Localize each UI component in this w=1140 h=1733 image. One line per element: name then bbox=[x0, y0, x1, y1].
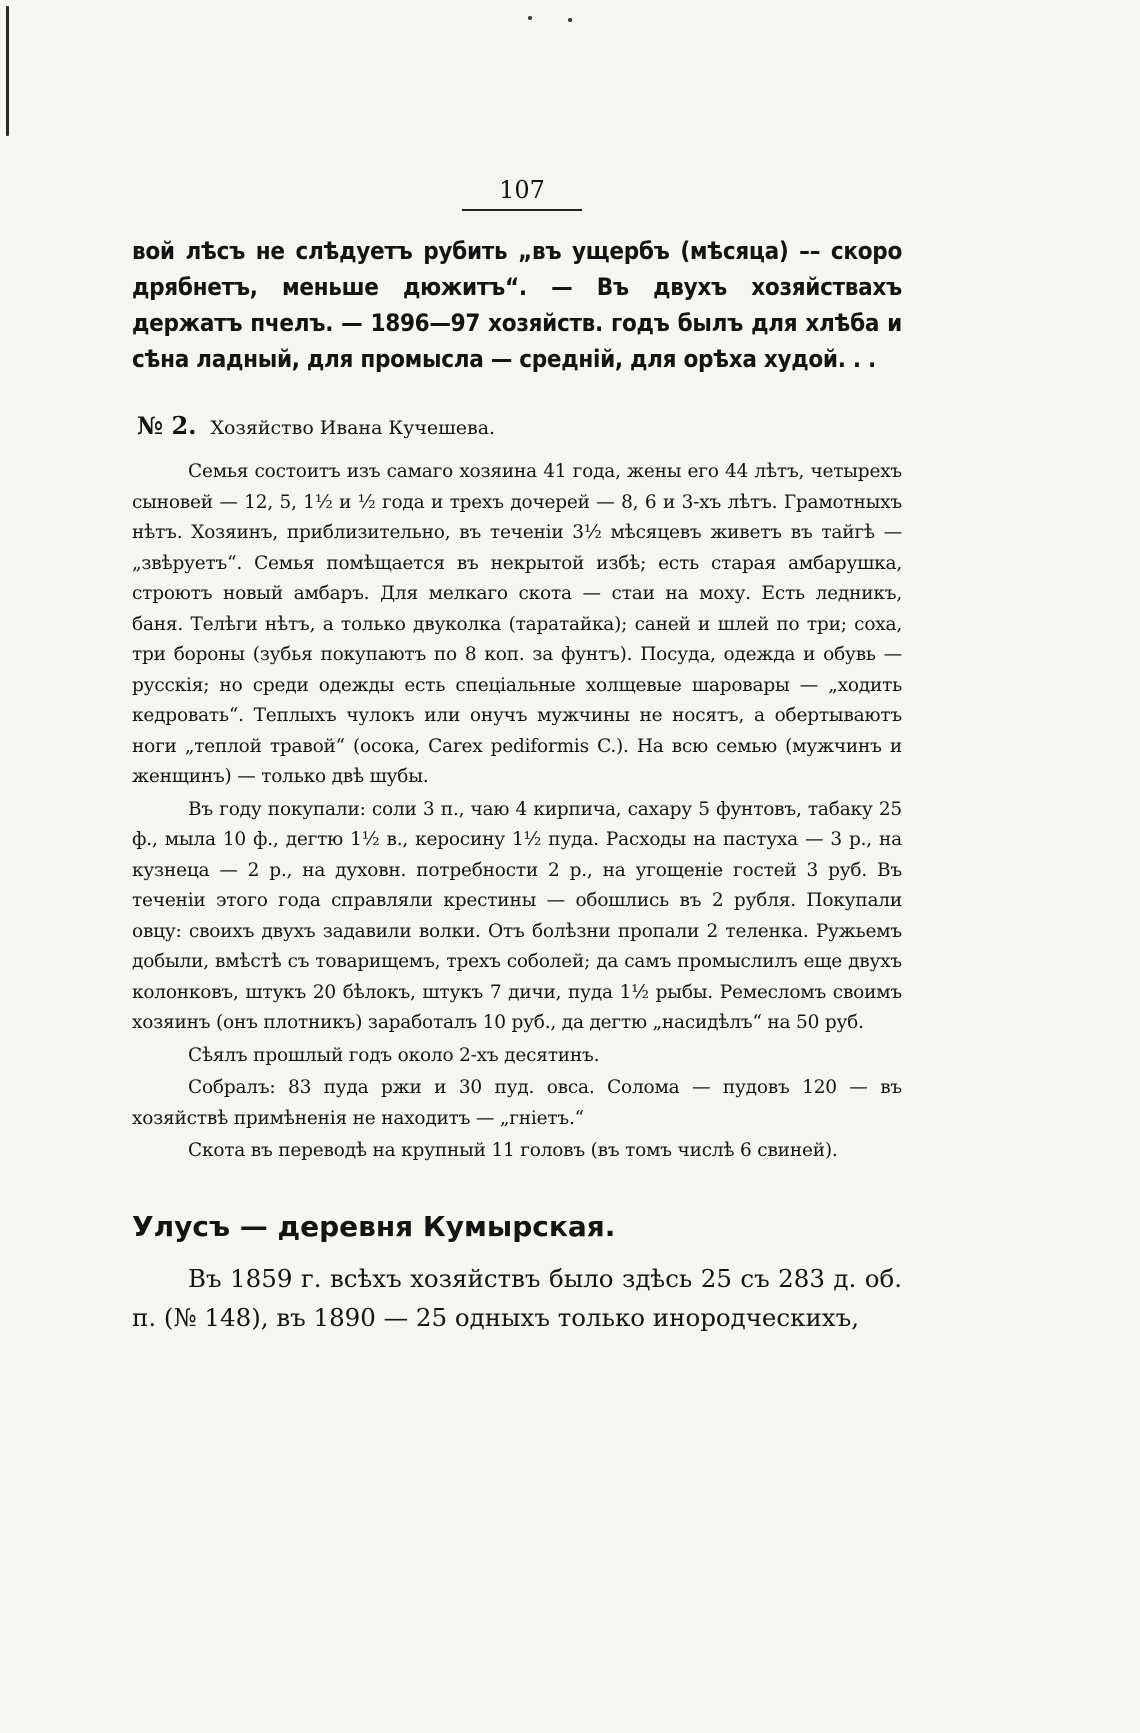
book-page bbox=[132, 175, 902, 1337]
paragraph-livestock: Скота въ переводѣ на крупный 11 головъ (въ томъ числѣ 6 свиней). bbox=[188, 1140, 838, 1161]
scan-edge-mark bbox=[6, 6, 9, 136]
entry-number: № 2. bbox=[137, 411, 197, 440]
entry-heading bbox=[132, 413, 902, 441]
top-paragraph: вой лѣсъ не слѣдуетъ рубить „въ ущербъ (мѣсяца) –– скоро дрябнетъ, меньше дюжитъ“. — Въ двухъ хозяйствахъ держатъ пчелъ. — 1896—97 хозяйств. годъ былъ для хлѣба и сѣна ладный, для промысла — средній, для орѣха худой. . . bbox=[132, 237, 902, 373]
paragraph-purchases: Въ году покупали: соли 3 п., чаю 4 кирпича, сахару 5 фунтовъ, табаку 25 ф., мыла 10 ф., дегтю 1½ в., керосину 1½ пуда. Расходы на пастуха — 3 р., на кузнеца — 2 р., на духовн. потребности 2 р., на угощеніе гостей 3 руб. Въ теченіи этого года справляли крестины — обошлись въ 2 рубля. Покупали овцу: своихъ двухъ задавили волки. Отъ болѣзни пропали 2 теленка. Ружьемъ добыли, вмѣстѣ съ товарищемъ, трехъ соболей; да самъ промыслилъ еще двухъ колонковъ, штукъ 20 бѣлокъ, штукъ 7 дичи, пуда 1½ рыбы. Ремесломъ своимъ хозяинъ (онъ плотникъ) заработалъ 10 руб., да дегтю „насидѣлъ“ на 50 руб. bbox=[132, 798, 902, 1033]
paragraph-family: Семья состоитъ изъ самаго хозяина 41 года, жены его 44 лѣтъ, четырехъ сыновей — 12, 5, 1½ и ½ года и трехъ дочерей — 8, 6 и 3-хъ лѣтъ. Грамотныхъ нѣтъ. Хозяинъ, приблизительно, въ теченіи 3½ мѣсяцевъ живетъ въ тайгѣ — „звѣруетъ“. Семья помѣщается въ некрытой избѣ; есть старая амбарушка, строютъ новый амбаръ. Для мелкаго скота — стаи на моху. Есть ледникъ, баня. Телѣги нѣтъ, а только двуколка (таратайка); саней и шлей по три; соха, три бороны (зубья покупаютъ по 8 коп. за фунтъ). Посуда, одежда и обувь — русскія; но среди одежды есть спеціальные холщевые шаровары — „ходить кедровать“. Теплыхъ чулокъ или онучъ мужчины не носятъ, а обертываютъ ноги „теплой травой“ (осока, Carex pediformis C.). На всю семью (мужчинъ и женщинъ) — только двѣ шубы. bbox=[132, 461, 902, 787]
page-number: 107 bbox=[462, 175, 582, 211]
entry-title: Хозяйство Ивана Кучешева. bbox=[210, 417, 496, 439]
scan-speck bbox=[568, 18, 572, 22]
paragraph-sowing: Сѣялъ прошлый годъ около 2-хъ десятинъ. bbox=[188, 1044, 600, 1066]
bottom-paragraph: Въ 1859 г. всѣхъ хозяйствъ было здѣсь 25 съ 283 д. об. п. (№ 148), въ 1890 — 25 одныхъ только инородческихъ, bbox=[132, 1263, 902, 1332]
section-heading: Улусъ — деревня Кумырская. bbox=[132, 1209, 616, 1243]
paragraph-harvest: Собралъ: 83 пуда ржи и 30 пуд. овса. Солома — пудовъ 120 — въ хозяйствѣ примѣненія не находитъ — „гніетъ.“ bbox=[132, 1077, 902, 1129]
scan-speck bbox=[528, 16, 532, 20]
